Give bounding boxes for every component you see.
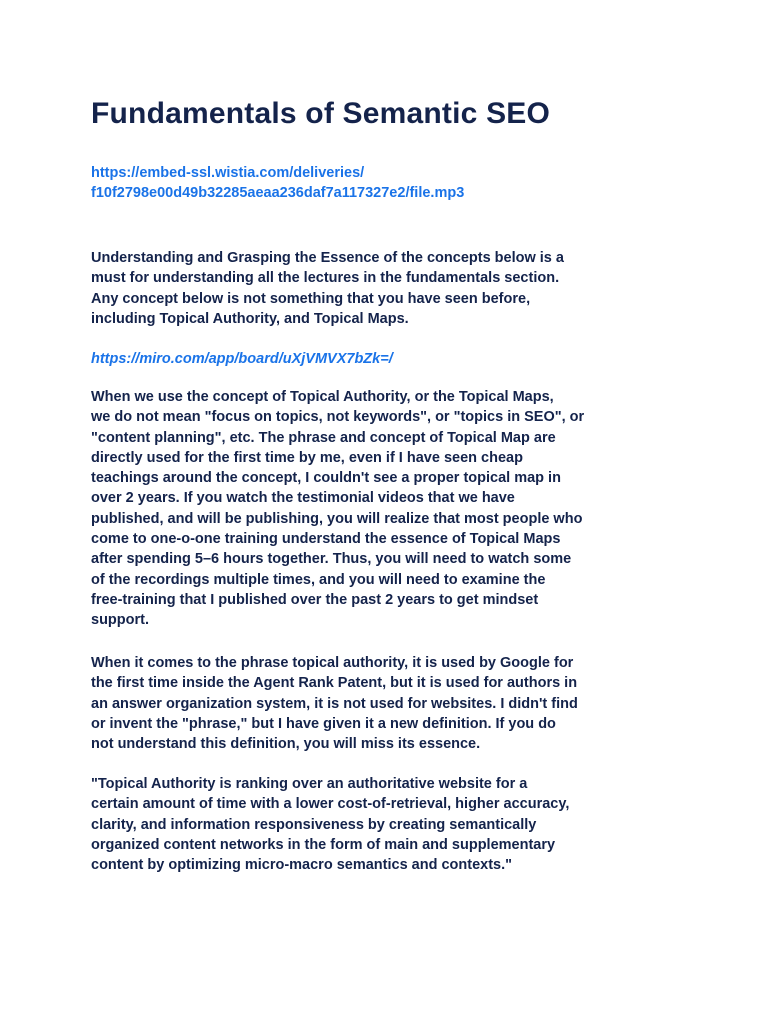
paragraph-line: an answer organization system, it is not used for websites. I didn't find: [91, 695, 578, 712]
paragraph-line: the first time inside the Agent Rank Patent, but it is used for authors in: [91, 675, 578, 692]
paragraph-line: over 2 years. If you watch the testimonial videos that we have: [91, 490, 515, 507]
topical-map-paragraph: [91, 387, 691, 631]
miro-board-link[interactable]: https://miro.com/app/board/uXjVMVX7bZk=/: [91, 351, 393, 367]
paragraph-line: we do not mean "focus on topics, not keywords", or "topics in SEO", or: [91, 409, 585, 426]
audio-link-line-2: f10f2798e00d49b32285aeaa236daf7a117327e2/file.mp3: [91, 185, 465, 202]
paragraph-line: Understanding and Grasping the Essence of the concepts below is a: [91, 250, 564, 266]
quote-line: content by optimizing micro-macro semantics and contexts.": [91, 857, 513, 874]
paragraph-line: including Topical Authority, and Topical Maps.: [91, 310, 409, 327]
topical-authority-paragraph: [91, 653, 691, 754]
paragraph-line: published, and will be publishing, you will realize that most people who: [91, 510, 583, 527]
paragraph-line: teachings around the concept, I couldn't see a proper topical map in: [91, 470, 561, 487]
paragraph-line: support.: [91, 612, 149, 629]
paragraph-line: not understand this definition, you will miss its essence.: [91, 736, 481, 753]
audio-link-line-1: https://embed-ssl.wistia.com/deliveries/: [91, 165, 365, 181]
paragraph-line: come to one-o-one training understand the essence of Topical Maps: [91, 531, 561, 548]
quote-line: organized content networks in the form of main and supplementary: [91, 836, 556, 853]
paragraph-line: free-training that I published over the past 2 years to get mindset: [91, 591, 539, 608]
paragraph-line: or invent the "phrase," but I have given it a new definition. If you do: [91, 715, 556, 732]
quote-line: certain amount of time with a lower cost-of-retrieval, higher accuracy,: [91, 796, 570, 813]
paragraph-line: must for understanding all the lectures in the fundamentals section.: [91, 270, 560, 287]
paragraph-line: after spending 5–6 hours together. Thus, you will need to watch some: [91, 551, 572, 568]
quote-line: clarity, and information responsiveness by creating semantically: [91, 816, 537, 833]
paragraph-line: of the recordings multiple times, and you will need to examine the: [91, 571, 546, 588]
definition-quote: [91, 774, 691, 875]
paragraph-line: directly used for the first time by me, even if I have seen cheap: [91, 449, 523, 466]
paragraph-line: Any concept below is not something that you have seen before,: [91, 290, 531, 307]
quote-line: "Topical Authority is ranking over an authoritative website for a: [91, 776, 528, 792]
paragraph-line: When it comes to the phrase topical authority, it is used by Google for: [91, 655, 574, 671]
page-title: Fundamentals of Semantic SEO: [91, 97, 551, 130]
paragraph-line: When we use the concept of Topical Authority, or the Topical Maps,: [91, 389, 554, 405]
audio-file-link[interactable]: [91, 163, 464, 204]
paragraph-line: "content planning", etc. The phrase and concept of Topical Map are: [91, 429, 556, 446]
intro-paragraph: [91, 248, 691, 329]
